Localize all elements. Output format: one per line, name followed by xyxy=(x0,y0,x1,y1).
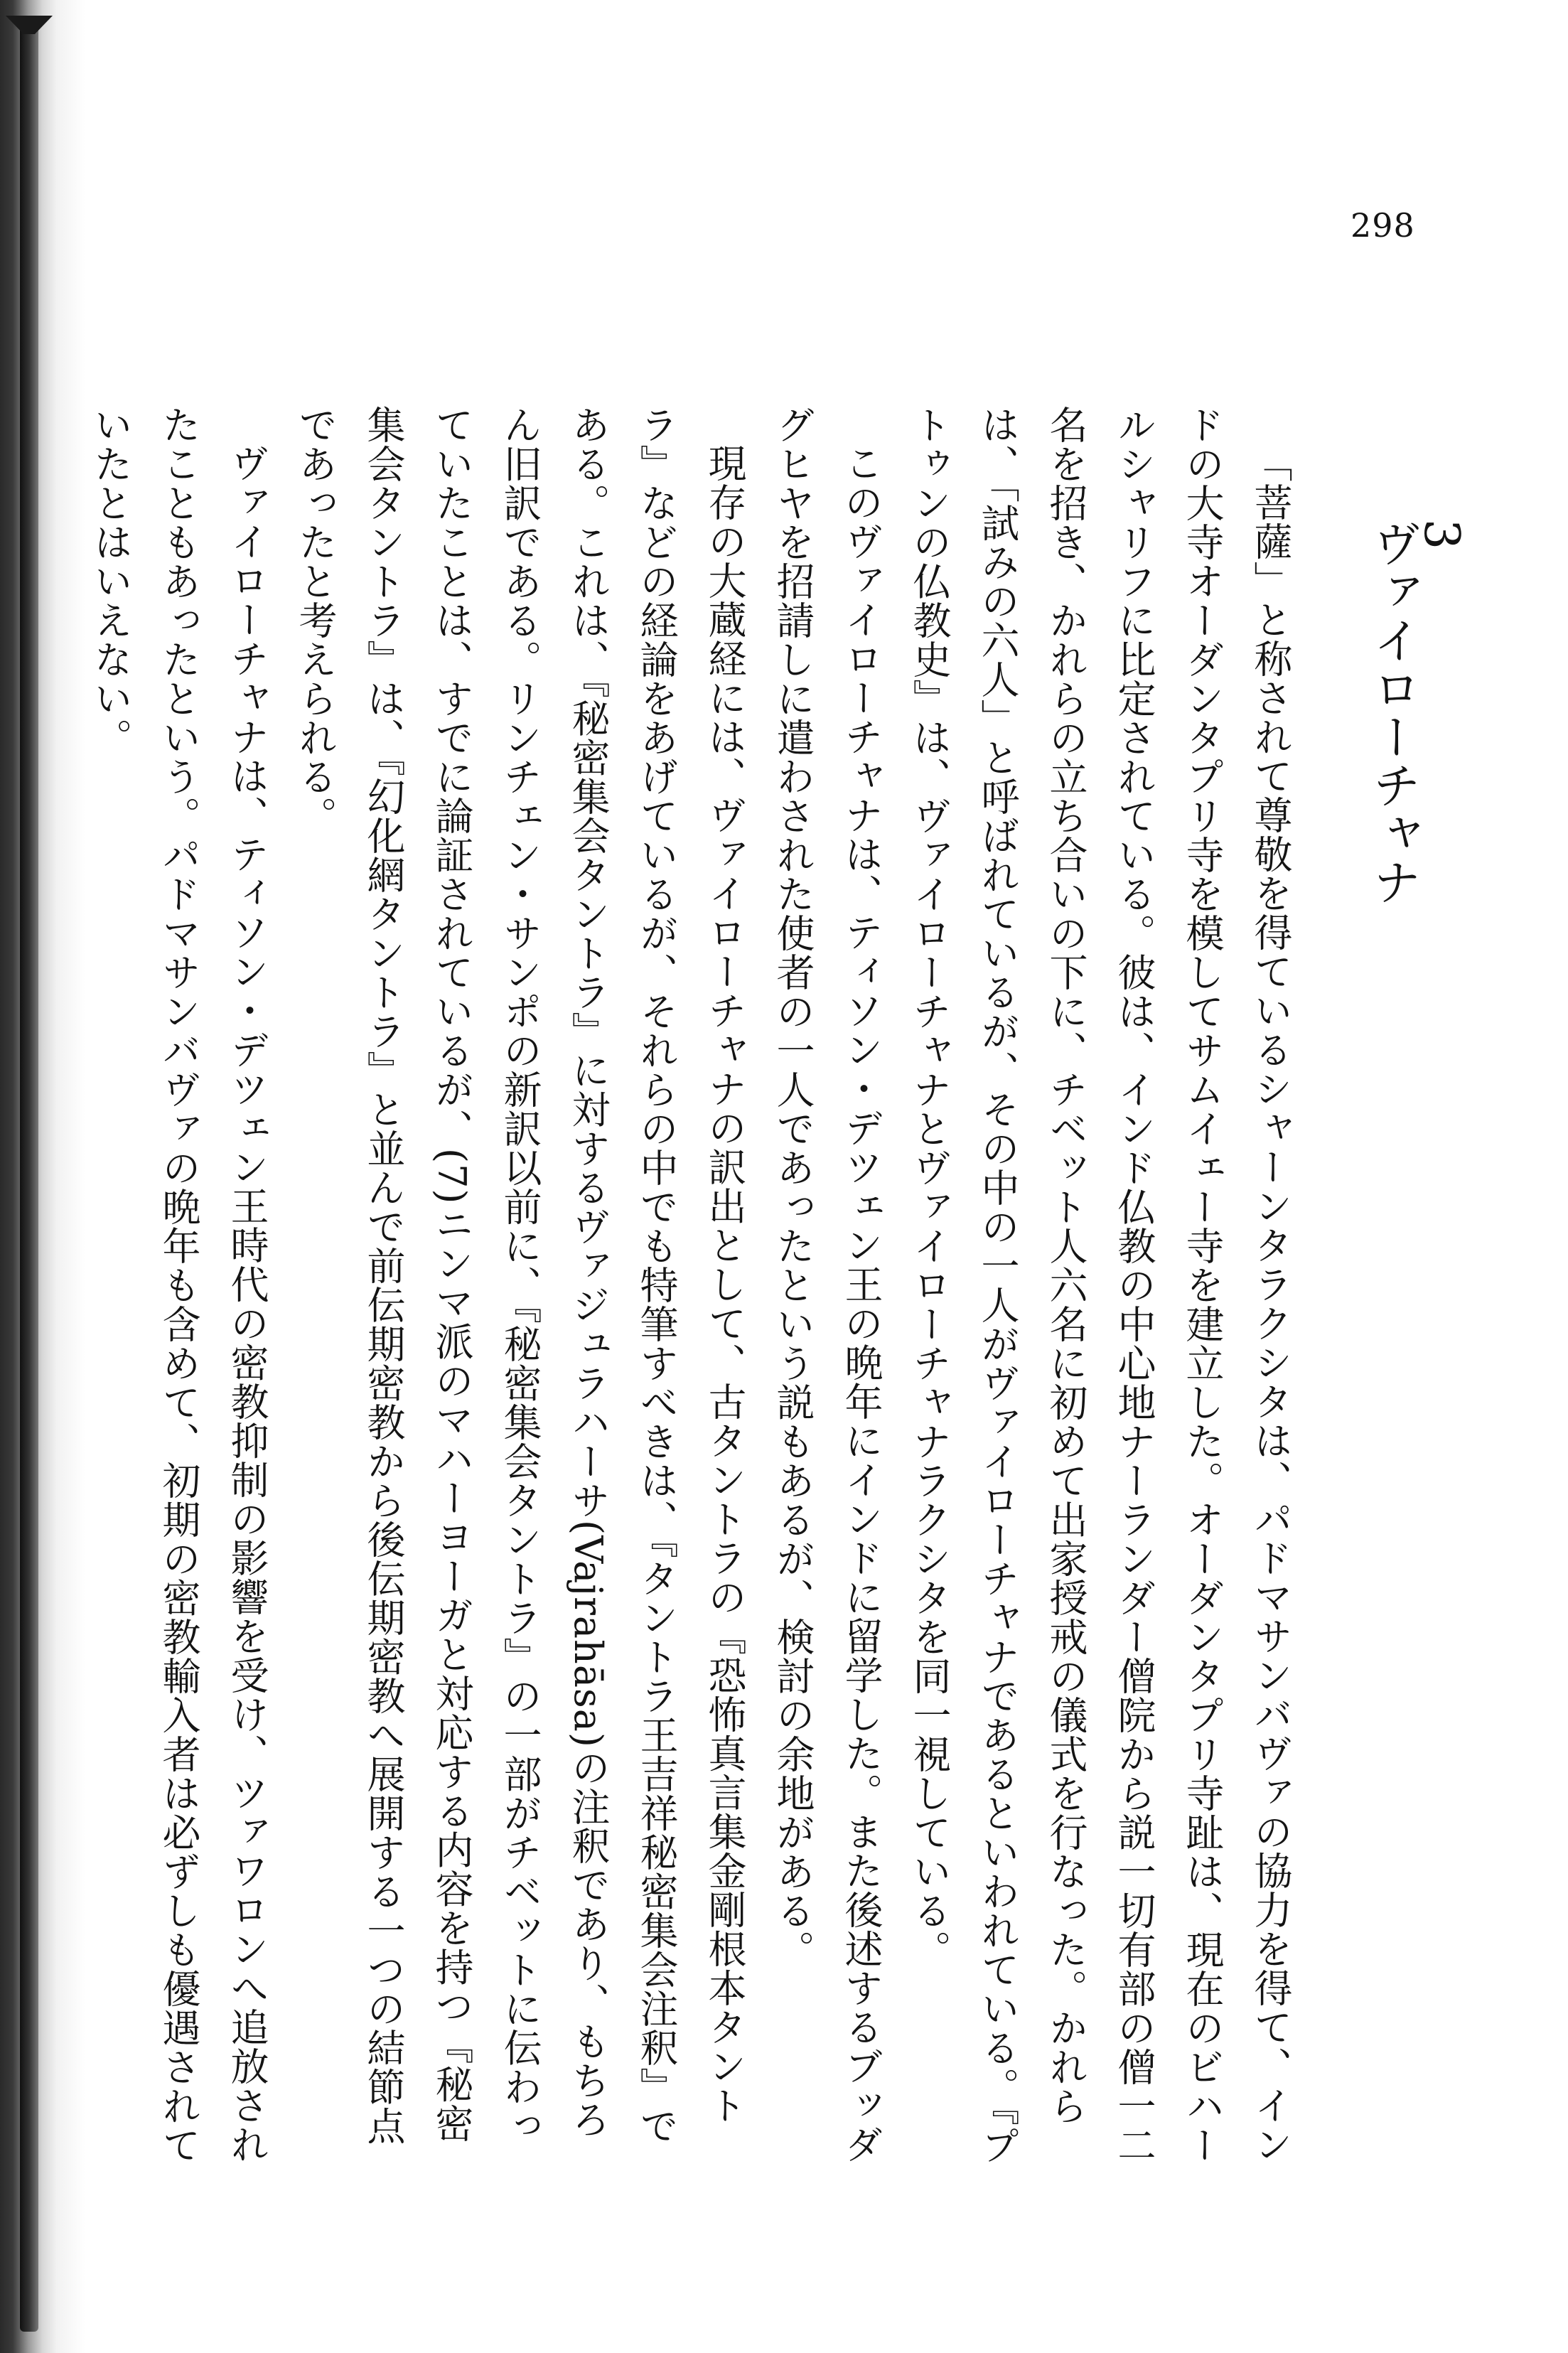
section-number: 3 xyxy=(1413,519,1469,550)
binding-shadow xyxy=(0,0,85,2353)
paragraph: このヴァイローチャナは、ティソン・デツェン王の晩年にインドに留学した。また後述するブッダグヒヤを招請しに遣わされた使者の一人であったという説もあるが、検討の余地がある。 xyxy=(770,405,884,2164)
paragraph: 現存の大蔵経には、ヴァイローチャナの訳出として、古タントラの『恐怖真言集金剛根本タントラ』などの経論をあげているが、それらの中でも特筆すべきは、『タントラ王吉祥秘密集会注釈』である。これは、『秘密集会タントラ』に対するヴァジュラハーサ(Vajrahāsa)の注釈であり、もちろん旧訳である。リンチェン・サンポの新訳以前に、『秘密集会タントラ』の一部がチベットに伝わっていたことは、すでに論証されているが、(7)ニンマ派のマハーヨーガと対応する内容を持つ『秘密集会タントラ』は、『幻化網タントラ』と並んで前伝期密教から後伝期密教へ展開する一つの結節点であったと考えられる。 xyxy=(293,405,747,2145)
section-heading xyxy=(1365,519,1469,906)
section-title: ヴァイローチャナ xyxy=(1365,519,1421,906)
paragraph: 「菩薩」と称されて尊敬を得ているシャーンタラクシタは、パドマサンバヴァの協力を得て、インドの大寺オーダンタプリ寺を模してサムイェー寺を建立した。オーダンタプリ寺趾は、現在のビハールシャリフに比定されている。彼は、インド仏教の中心地ナーランダー僧院から説一切有部の僧一二名を招き、かれらの立ち合いの下に、チベット人六名に初めて出家授戒の儀式を行なった。かれらは、「試みの六人」と呼ばれているが、その中の一人がヴァイローチャナであるといわれている。『プトゥンの仏教史』は、ヴァイローチャナとヴァイローチャナラクシタを同一視している。 xyxy=(907,405,1293,2165)
binding-rule xyxy=(20,21,38,2332)
binding-cap xyxy=(6,16,53,34)
body-text xyxy=(88,405,1304,2168)
page-number: 298 xyxy=(1350,206,1415,245)
paragraph: ヴァイローチャナは、ティソン・デツェン王時代の密教抑制の影響を受け、ツァワロンへ追放されたこともあったという。パドマサンバヴァの晩年も含めて、初期の密教輸入者は必ずしも優遇されていたとはいえない。 xyxy=(88,405,269,2165)
